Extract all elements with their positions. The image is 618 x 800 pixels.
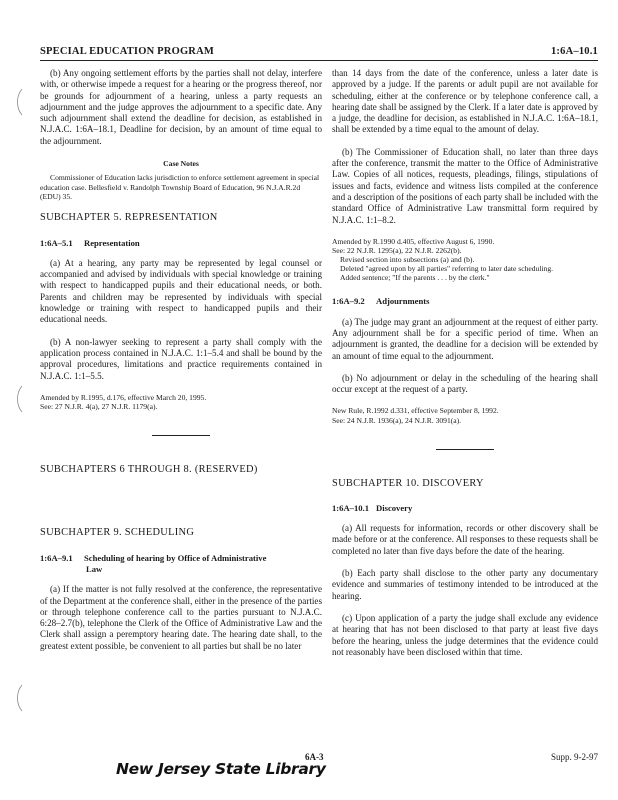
scheduling-paragraph-b: (b) The Commissioner of Education shall, no later than three days after the conference, transmit the matter to the Office of Administrative Law. Copies of all notices, requests, pleadings, filings, stipulations of issues and facts, evidence and witness lists compiled at the conference and a description of the positions of each party shall be included with the standard Office of Administrative Law transmittal form required by N.J.A.C. 1:1–8.2.	[332, 146, 598, 225]
rule-number: 1:6A–9.1	[40, 552, 73, 563]
rule-title: Discovery	[376, 502, 413, 513]
history-line: See: 27 N.J.R. 4(a), 27 N.J.R. 1179(a).	[40, 401, 158, 411]
right-column	[332, 68, 598, 669]
history-line: Deleted "agreed upon by all parties" referring to later date scheduling.	[340, 264, 554, 274]
rule-title: Representation	[84, 237, 140, 248]
running-header	[40, 40, 598, 61]
subchapter-10-heading: SUBCHAPTER 10. DISCOVERY	[332, 477, 484, 489]
history-line: See: 24 N.J.R. 1936(a), 24 N.J.R. 3091(a).	[332, 415, 462, 425]
case-notes-text: Commissioner of Education lacks jurisdiction to enforce settlement agreement in special education case. Bellesfield v. Randolph Township Board of Education, 96 N.J.A.R.2d (EDU) 35.	[40, 173, 320, 201]
case-notes-heading: Case Notes	[163, 159, 199, 169]
rule-number: 1:6A–9.2	[332, 296, 365, 307]
subchapter-9-heading: SUBCHAPTER 9. SCHEDULING	[40, 527, 195, 539]
history-line: New Rule, R.1992 d.331, effective September 8, 1992.	[332, 406, 499, 416]
rule-9-1-heading	[40, 553, 322, 576]
rule-title: Scheduling of hearing by Office of Administrative	[84, 552, 267, 563]
left-column	[40, 68, 322, 663]
subchapter-5-heading: SUBCHAPTER 5. REPRESENTATION	[40, 212, 218, 224]
page-number: 6A-3	[305, 752, 324, 762]
history-note-5-1	[40, 393, 322, 411]
representation-paragraph-a: (a) At a hearing, any party may be represented by legal counsel or accompanied and advised by individuals with special knowledge or training with respect to handicapped pupils and their educational needs, or both. Parents and children may be represented by individuals with special knowledge or training with respect to handicapped pupils and their educational needs.	[40, 257, 322, 325]
history-note-9-1	[332, 237, 598, 282]
scheduling-paragraph-a-continued: than 14 days from the date of the conference, unless a later date is approved by a judge. If the parents or adult pupil are not available for scheduling, either at the conference or by telephone conference call, a hearing date shall be assigned by the Clerk. If a later date is approved by a judge, the deadline for decision, as established in N.J.A.C. 1:6A–18.1, shall be extended by a time equal to the amount of delay.	[332, 68, 598, 135]
subchapters-6-8-heading: SUBCHAPTERS 6 THROUGH 8. (RESERVED)	[40, 464, 258, 476]
section-divider	[152, 435, 210, 436]
discovery-paragraph-c: (c) Upon application of a party the judge shall exclude any evidence at hearing that has not been disclosed to that party at least five days before the hearing, unless the judge determines that the evidence could not reasonably have been disclosed within that time.	[332, 612, 598, 657]
adjournments-paragraph-b: (b) No adjournment or delay in the scheduling of the hearing shall occur except at the request of a party.	[332, 372, 598, 395]
rule-title: Adjournments	[376, 296, 430, 307]
scheduling-paragraph-a: (a) If the matter is not fully resolved at the conference, the representative of the Department at the conference shall, either in the presence of the parties or through telephone conference call to the parties pursuant to N.J.A.C. 6:28–2.7(b), telephone the Clerk of the Office of Administrative Law and the Clerk shall assign a peremptory hearing date. The hearing date shall, to the greatest extent possible, be convenient to all parties but shall be no later	[40, 584, 322, 651]
header-section-number: 1:6A–10.1	[550, 46, 598, 57]
discovery-paragraph-b: (b) Each party shall disclose to the other party any documentary evidence and summaries of testimony intended to be introduced at the hearing.	[332, 568, 598, 601]
representation-paragraph-b: (b) A non-lawyer seeking to represent a party shall comply with the application process contained in N.J.A.C. 1:1–5.4 and shall be bound by the approval procedures, limitations and practice requirements contained in N.J.A.C. 1:1–5.5.	[40, 336, 322, 381]
history-line: Revised section into subsections (a) and (b).	[340, 255, 475, 265]
settlement-paragraph-b: (b) Any ongoing settlement efforts by the parties shall not delay, interfere with, or otherwise impede a request for a hearing or the progress thereof, nor be grounds for adjournment of a hearing, unless a party requests an adjournment and the judge approves the adjournment to a specific date. Any such adjournment shall extend the deadline for decision, as established in N.J.A.C. 1:6A–18.1, Deadline for decision, by an amount of time equal to the adjournment.	[40, 68, 322, 146]
history-line: See: 22 N.J.R. 1295(a), 22 N.J.R. 2262(b).	[332, 245, 462, 255]
binder-hole-mark	[14, 684, 24, 712]
supplement-date: Supp. 9-2-97	[551, 752, 598, 762]
rule-5-1-heading	[40, 238, 322, 249]
binder-hole-mark	[14, 88, 24, 116]
discovery-paragraph-a: (a) All requests for information, records or other discovery shall be made before or at the conference. All responses to these requests shall be completed no later than five days before the date of the hearing.	[332, 523, 598, 556]
rule-title-continued: Law	[86, 563, 103, 574]
header-title: SPECIAL EDUCATION PROGRAM	[40, 46, 214, 57]
rule-number: 1:6A–5.1	[40, 237, 73, 248]
section-divider	[436, 449, 494, 450]
history-line: Added sentence; "If the parents . . . by the clerk."	[340, 273, 490, 283]
library-stamp: New Jersey State Library	[116, 760, 326, 778]
history-line: Amended by R.1990 d.405, effective August 6, 1990.	[332, 236, 495, 246]
history-note-9-2	[332, 406, 598, 424]
rule-10-1-heading	[332, 503, 598, 514]
binder-hole-mark	[14, 385, 24, 413]
rule-number: 1:6A–10.1	[332, 502, 369, 513]
history-line: Amended by R.1995, d.176, effective March 20, 1995.	[40, 392, 207, 402]
adjournments-paragraph-a: (a) The judge may grant an adjournment at the request of either party. Any adjournment shall be for a specific period of time. When an adjournment is granted, the deadline for a decision will be extended by an amount of time equal to the adjournment.	[332, 316, 598, 361]
rule-9-2-heading	[332, 296, 598, 307]
